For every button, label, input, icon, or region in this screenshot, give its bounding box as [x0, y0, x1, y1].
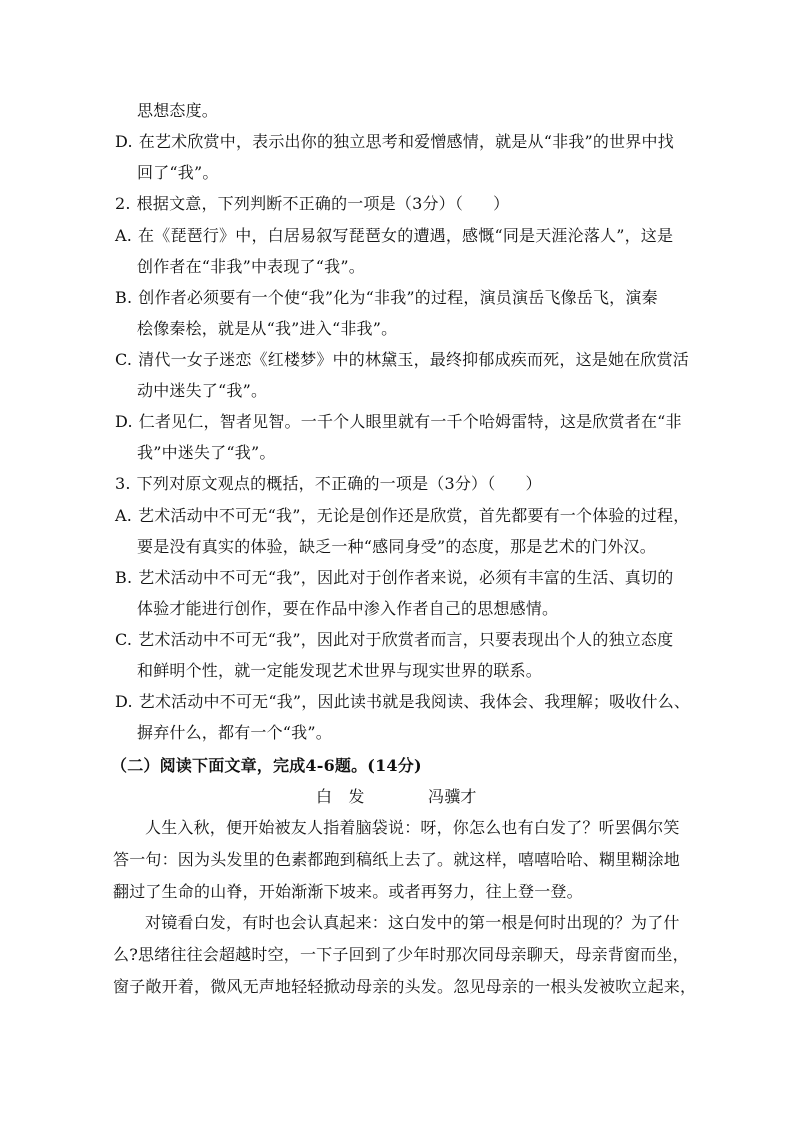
paragraph-2-line-3: 窗子敞开着，微风无声地轻轻掀动母亲的头发。忽见母亲的一根头发被吹立起来， [113, 977, 697, 996]
option-c-continuation: 思想态度。 [137, 101, 219, 120]
q2-option-a: A. 在《琵琶行》中，白居易叙写琵琶女的遭遇，感慨“同是天涯沦落人”，这是 [115, 226, 674, 245]
q3-option-c-continuation: 和鲜明个性，就一定能发现艺术世界与现实世界的联系。 [137, 661, 543, 680]
q3-option-a: A. 艺术活动中不可无“我”，无论是创作还是欣赏，首先都要有一个体验的过程， [115, 506, 690, 525]
q2-option-b: B. 创作者必须要有一个使“我”化为“非我”的过程，演员演岳飞像岳飞，演秦 [115, 288, 658, 307]
q3-option-a-continuation: 要是没有真实的体验，缺乏一种“感同身受”的态度，那是艺术的门外汉。 [137, 537, 656, 556]
q3-option-d: D. 艺术活动中不可无“我”，因此读书就是我阅读、我体会、我理解；吸收什么、 [115, 692, 691, 711]
question-3: 3. 下列对原文观点的概括，不正确的一项是（3分）（ ） [115, 474, 542, 493]
question-2: 2. 根据文意，下列判断不正确的一项是（3分）（ ） [115, 194, 510, 213]
option-d-continuation: 回了“我”。 [137, 163, 219, 182]
paragraph-2-line-2: 么?思绪往往会超越时空，一下子回到了少年时那次同母亲聊天，母亲背窗而坐， [113, 945, 689, 964]
q2-option-c-continuation: 动中迷失了“我”。 [137, 381, 268, 400]
q2-option-d: D. 仁者见仁，智者见智。一千个人眼里就有一千个哈姆雷特，这是欣赏者在“非 [115, 412, 682, 431]
q3-option-b: B. 艺术活动中不可无“我”，因此对于创作者来说，必须有丰富的生活、真切的 [115, 568, 674, 587]
paragraph-1-line-1: 人生入秋，便开始被友人指着脑袋说：呀，你怎么也有白发了？听罢偶尔笑 [145, 818, 680, 837]
article-author: 冯骥才 [428, 787, 477, 806]
q3-option-c: C. 艺术活动中不可无“我”，因此对于欣赏者而言，只要表现出个人的独立态度 [115, 630, 674, 649]
q2-option-a-continuation: 创作者在“非我”中表现了“我”。 [137, 257, 365, 276]
q2-option-c: C. 清代一女子迷恋《红楼梦》中的林黛玉，最终抑郁成疾而死，这是她在欣赏活 [115, 350, 689, 369]
q2-option-b-continuation: 桧像秦桧，就是从“我”进入“非我”。 [137, 319, 398, 338]
paragraph-1-line-3: 翻过了生命的山脊，开始渐渐下坡来。或者再努力，往上登一登。 [113, 882, 583, 901]
section-two-heading: （二）阅读下面文章，完成4-6题。(14分) [111, 756, 422, 775]
article-title: 白 发 [316, 787, 365, 806]
q3-option-d-continuation: 摒弃什么，都有一个“我”。 [137, 723, 332, 742]
q3-option-b-continuation: 体验才能进行创作，要在作品中渗入作者自己的思想感情。 [137, 599, 559, 618]
q2-option-d-continuation: 我”中迷失了“我”。 [137, 443, 276, 462]
paragraph-2-line-1: 对镜看白发，有时也会认真起来：这白发中的第一根是何时出现的？为了什 [145, 913, 680, 932]
paragraph-1-line-2: 答一句：因为头发里的色素都跑到稿纸上去了。就这样，嘻嘻哈哈、糊里糊涂地 [113, 850, 681, 869]
option-d-line: D. 在艺术欣赏中，表示出你的独立思考和爱憎感情，就是从“非我”的世界中找 [115, 132, 674, 151]
